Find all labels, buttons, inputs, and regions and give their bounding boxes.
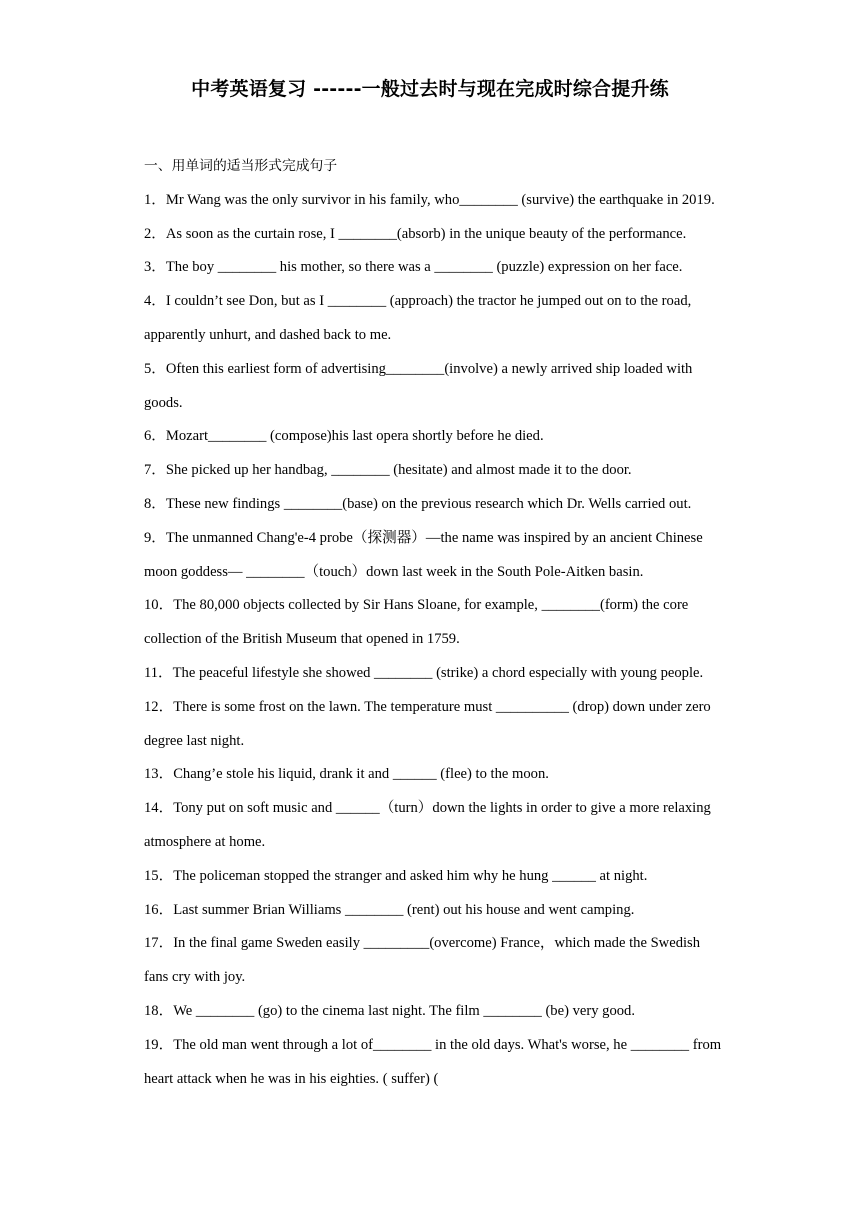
question-item: 14．Tony put on soft music and ______（turn）down the lights in order to give a more relaxing atmosphere at home.	[144, 800, 711, 850]
question-item: 8．These new findings ________(base) on the previous research which Dr. Wells carried out.	[144, 495, 692, 512]
question-item: 9．The unmanned Chang'e-4 probe（探测器）—the name was inspired by an ancient Chinese moon goddess— ________（touch）down last week in the South Pole-Aitken basin.	[144, 529, 703, 580]
question-item: 11．The peaceful lifestyle she showed ________ (strike) a chord especially with young people.	[144, 664, 704, 681]
question-item: 12．There is some frost on the lawn. The temperature must __________ (drop) down under zero degree last night.	[144, 698, 711, 749]
question-item: 2．As soon as the curtain rose, I ________(absorb) in the unique beauty of the performance.	[144, 225, 687, 242]
question-item: 3．The boy ________ his mother, so there was a ________ (puzzle) expression on her face.	[144, 259, 683, 276]
exercise-content	[144, 150, 722, 1096]
question-item: 16．Last summer Brian Williams ________ (rent) out his house and went camping.	[144, 901, 635, 918]
question-item: 17．In the final game Sweden easily _________(overcome) France，which made the Swedish fans cry with joy.	[144, 935, 701, 986]
question-item: 10．The 80,000 objects collected by Sir Hans Sloane, for example, ________(form) the core collection of the British Museum that opened in 1759.	[144, 597, 689, 648]
question-item: 13．Chang’e stole his liquid, drank it and ______ (flee) to the moon.	[144, 766, 549, 783]
section-heading: 一、用单词的适当形式完成句子	[144, 158, 338, 174]
question-item: 4．I couldn’t see Don, but as I ________ (approach) the tractor he jumped out on to the road, apparently unhurt, and dashed back to me.	[144, 293, 692, 343]
question-item: 19．The old man went through a lot of________ in the old days. What's worse, he ________ from heart attack when he was in his eighties. ( suffer) (	[144, 1036, 722, 1087]
question-item: 6．Mozart________ (compose)his last opera shortly before he died.	[144, 428, 544, 445]
question-item: 18．We ________ (go) to the cinema last night. The film ________ (be) very good.	[144, 1002, 635, 1019]
question-item: 15．The policeman stopped the stranger and asked him why he hung ______ at night.	[144, 867, 648, 884]
document-title: 中考英语复习 ------一般过去时与现在完成时综合提升练	[191, 78, 669, 100]
question-item: 7．She picked up her handbag, ________ (hesitate) and almost made it to the door.	[144, 462, 632, 479]
question-item: 5．Often this earliest form of advertising________(involve) a newly arrived ship loaded with goods.	[144, 360, 693, 411]
question-item: 1．Mr Wang was the only survivor in his family, who________ (survive) the earthquake in 2019.	[144, 191, 715, 208]
